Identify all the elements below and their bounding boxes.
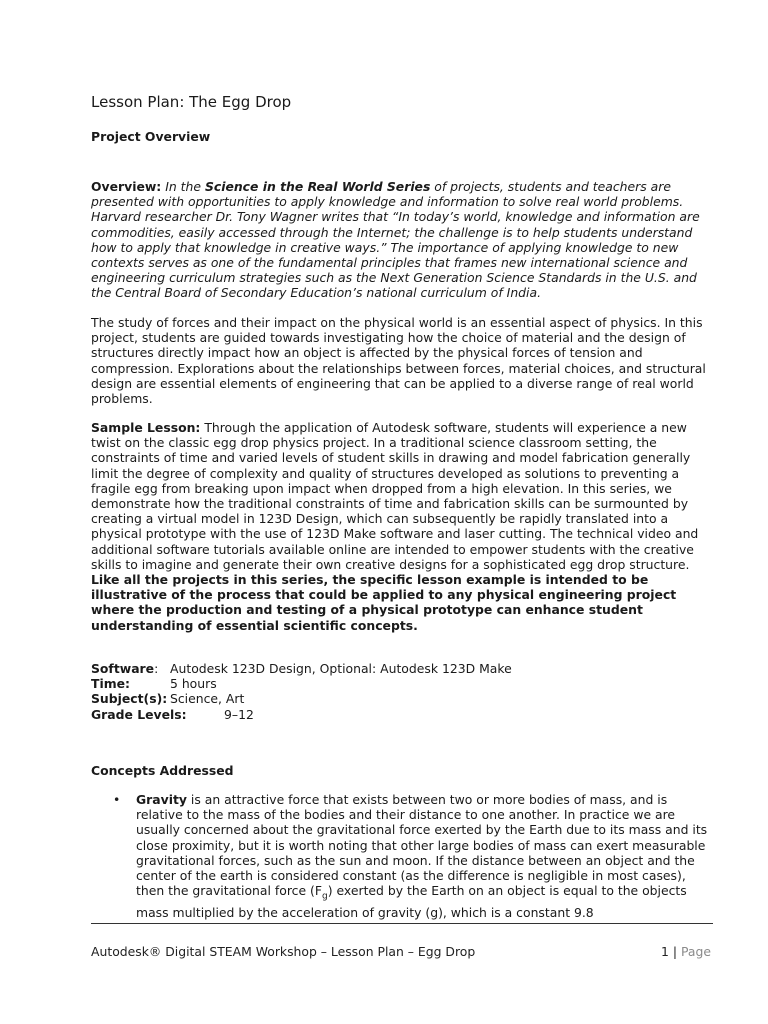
page-separator: | — [668, 944, 681, 959]
sample-lesson-paragraph — [91, 420, 713, 633]
overview-series-name: Science in the Real World Series — [204, 179, 431, 194]
grade-value: 9–12 — [224, 706, 254, 722]
meta-grade-row — [91, 706, 254, 722]
gravity-subscript: g — [322, 891, 328, 902]
footer-text: Autodesk® Digital STEAM Workshop – Lesson Plan – Egg Drop — [91, 944, 476, 959]
software-label: Software — [91, 661, 155, 676]
sample-lesson-section — [91, 420, 713, 633]
software-colon: : — [154, 661, 159, 676]
gravity-body-2: ) exerted by the Earth on an object is equal to the objects mass multiplied by the acceleration of gravity (g), which is a constant 9.8 — [136, 883, 687, 920]
overview-label: Overview: — [91, 179, 162, 194]
time-value: 5 hours — [170, 676, 217, 692]
forces-section — [91, 315, 713, 406]
project-overview-heading: Project Overview — [91, 129, 211, 144]
concepts-heading: Concepts Addressed — [91, 763, 234, 778]
overview-paragraph — [91, 179, 713, 301]
time-label: Time: — [91, 676, 130, 692]
software-value: Autodesk 123D Design, Optional: Autodesk 123D Make — [170, 661, 512, 676]
page-title: Lesson Plan: The Egg Drop — [91, 93, 292, 111]
page-number: 1 — [661, 944, 669, 959]
subjects-label: Subject(s): — [91, 691, 168, 707]
page-word: Page — [681, 944, 711, 959]
sample-lesson-bold-body: Like all the projects in this series, the specific lesson example is intended to be illustrative of the process that could be applied to any physical engineering project where the production and testing of a physical prototype can enhance student understanding of essential scientific concepts. — [91, 572, 677, 633]
footer-divider — [91, 923, 713, 924]
meta-time-row — [91, 676, 217, 692]
gravity-body-1: is an attractive force that exists between two or more bodies of mass, and is relative to the mass of the bodies and their distance to one another. In practice we are usually concerned about the gravitational force exerted by the Earth due to its mass and its close proximity, but it is worth noting that other large bodies of mass can exert measurable gravitational forces, such as the sun and moon. If the distance between an object and the center of the earth is considered constant (as the difference is negligible in most cases), then the gravitational force (F — [136, 792, 708, 899]
grade-label: Grade Levels: — [91, 706, 187, 722]
overview-lead: In the — [161, 179, 205, 194]
gravity-list-item — [136, 792, 713, 920]
meta-software-row — [91, 661, 512, 676]
subjects-value: Science, Art — [170, 691, 245, 707]
sample-lesson-body: Through the application of Autodesk software, students will experience a new twist on the classic egg drop physics project. In a traditional science classroom setting, the constraints of time and varied levels of student skills in drawing and model fabrication generally limit the degree of complexity and quality of structures developed as solutions to preventing a fragile egg from breaking upon impact when dropped from a high elevation. In this series, we demonstrate how the traditional constraints of time and fabrication skills can be surmounted by creating a virtual model in 123D Design, which can subsequently be rapidly translated into a physical prototype with the use of 123D Make software and laser cutting. The technical video and additional software tutorials available online are intended to empower students with the creative skills to imagine and generate their own creative designs for a sophisticated egg drop structure. — [91, 420, 699, 572]
gravity-term: Gravity — [136, 792, 187, 807]
lesson-meta — [91, 661, 512, 722]
meta-subjects-row — [91, 691, 245, 707]
bullet-icon: • — [113, 792, 121, 807]
forces-paragraph: The study of forces and their impact on the physical world is an essential aspect of physics. In this project, students are guided towards investigating how the choice of material and the design of structures directly impact how an object is affected by the physical forces of tension and compression. Explorations about the relationships between forces, material choices, and structural design are essential elements of engineering that can be applied to a diverse range of real world problems. — [91, 315, 706, 407]
sample-lesson-label: Sample Lesson: — [91, 420, 201, 435]
overview-section — [91, 179, 713, 301]
overview-body: of projects, students and teachers are presented with opportunities to apply knowledge and information to solve real world problems. Harvard researcher Dr. Tony Wagner writes that “In today’s world, knowledge and information are commodities, easily accessed through the Internet; the challenge is to help students understand how to apply that knowledge in creative ways.” The importance of applying knowledge to new contexts serves as one of the fundamental principles that frames new international science and engineering curriculum strategies such as the Next Generation Science Standards in the U.S. and the Central Board of Secondary Education’s national curriculum of India. — [91, 179, 700, 301]
footer-page-number — [661, 944, 711, 959]
